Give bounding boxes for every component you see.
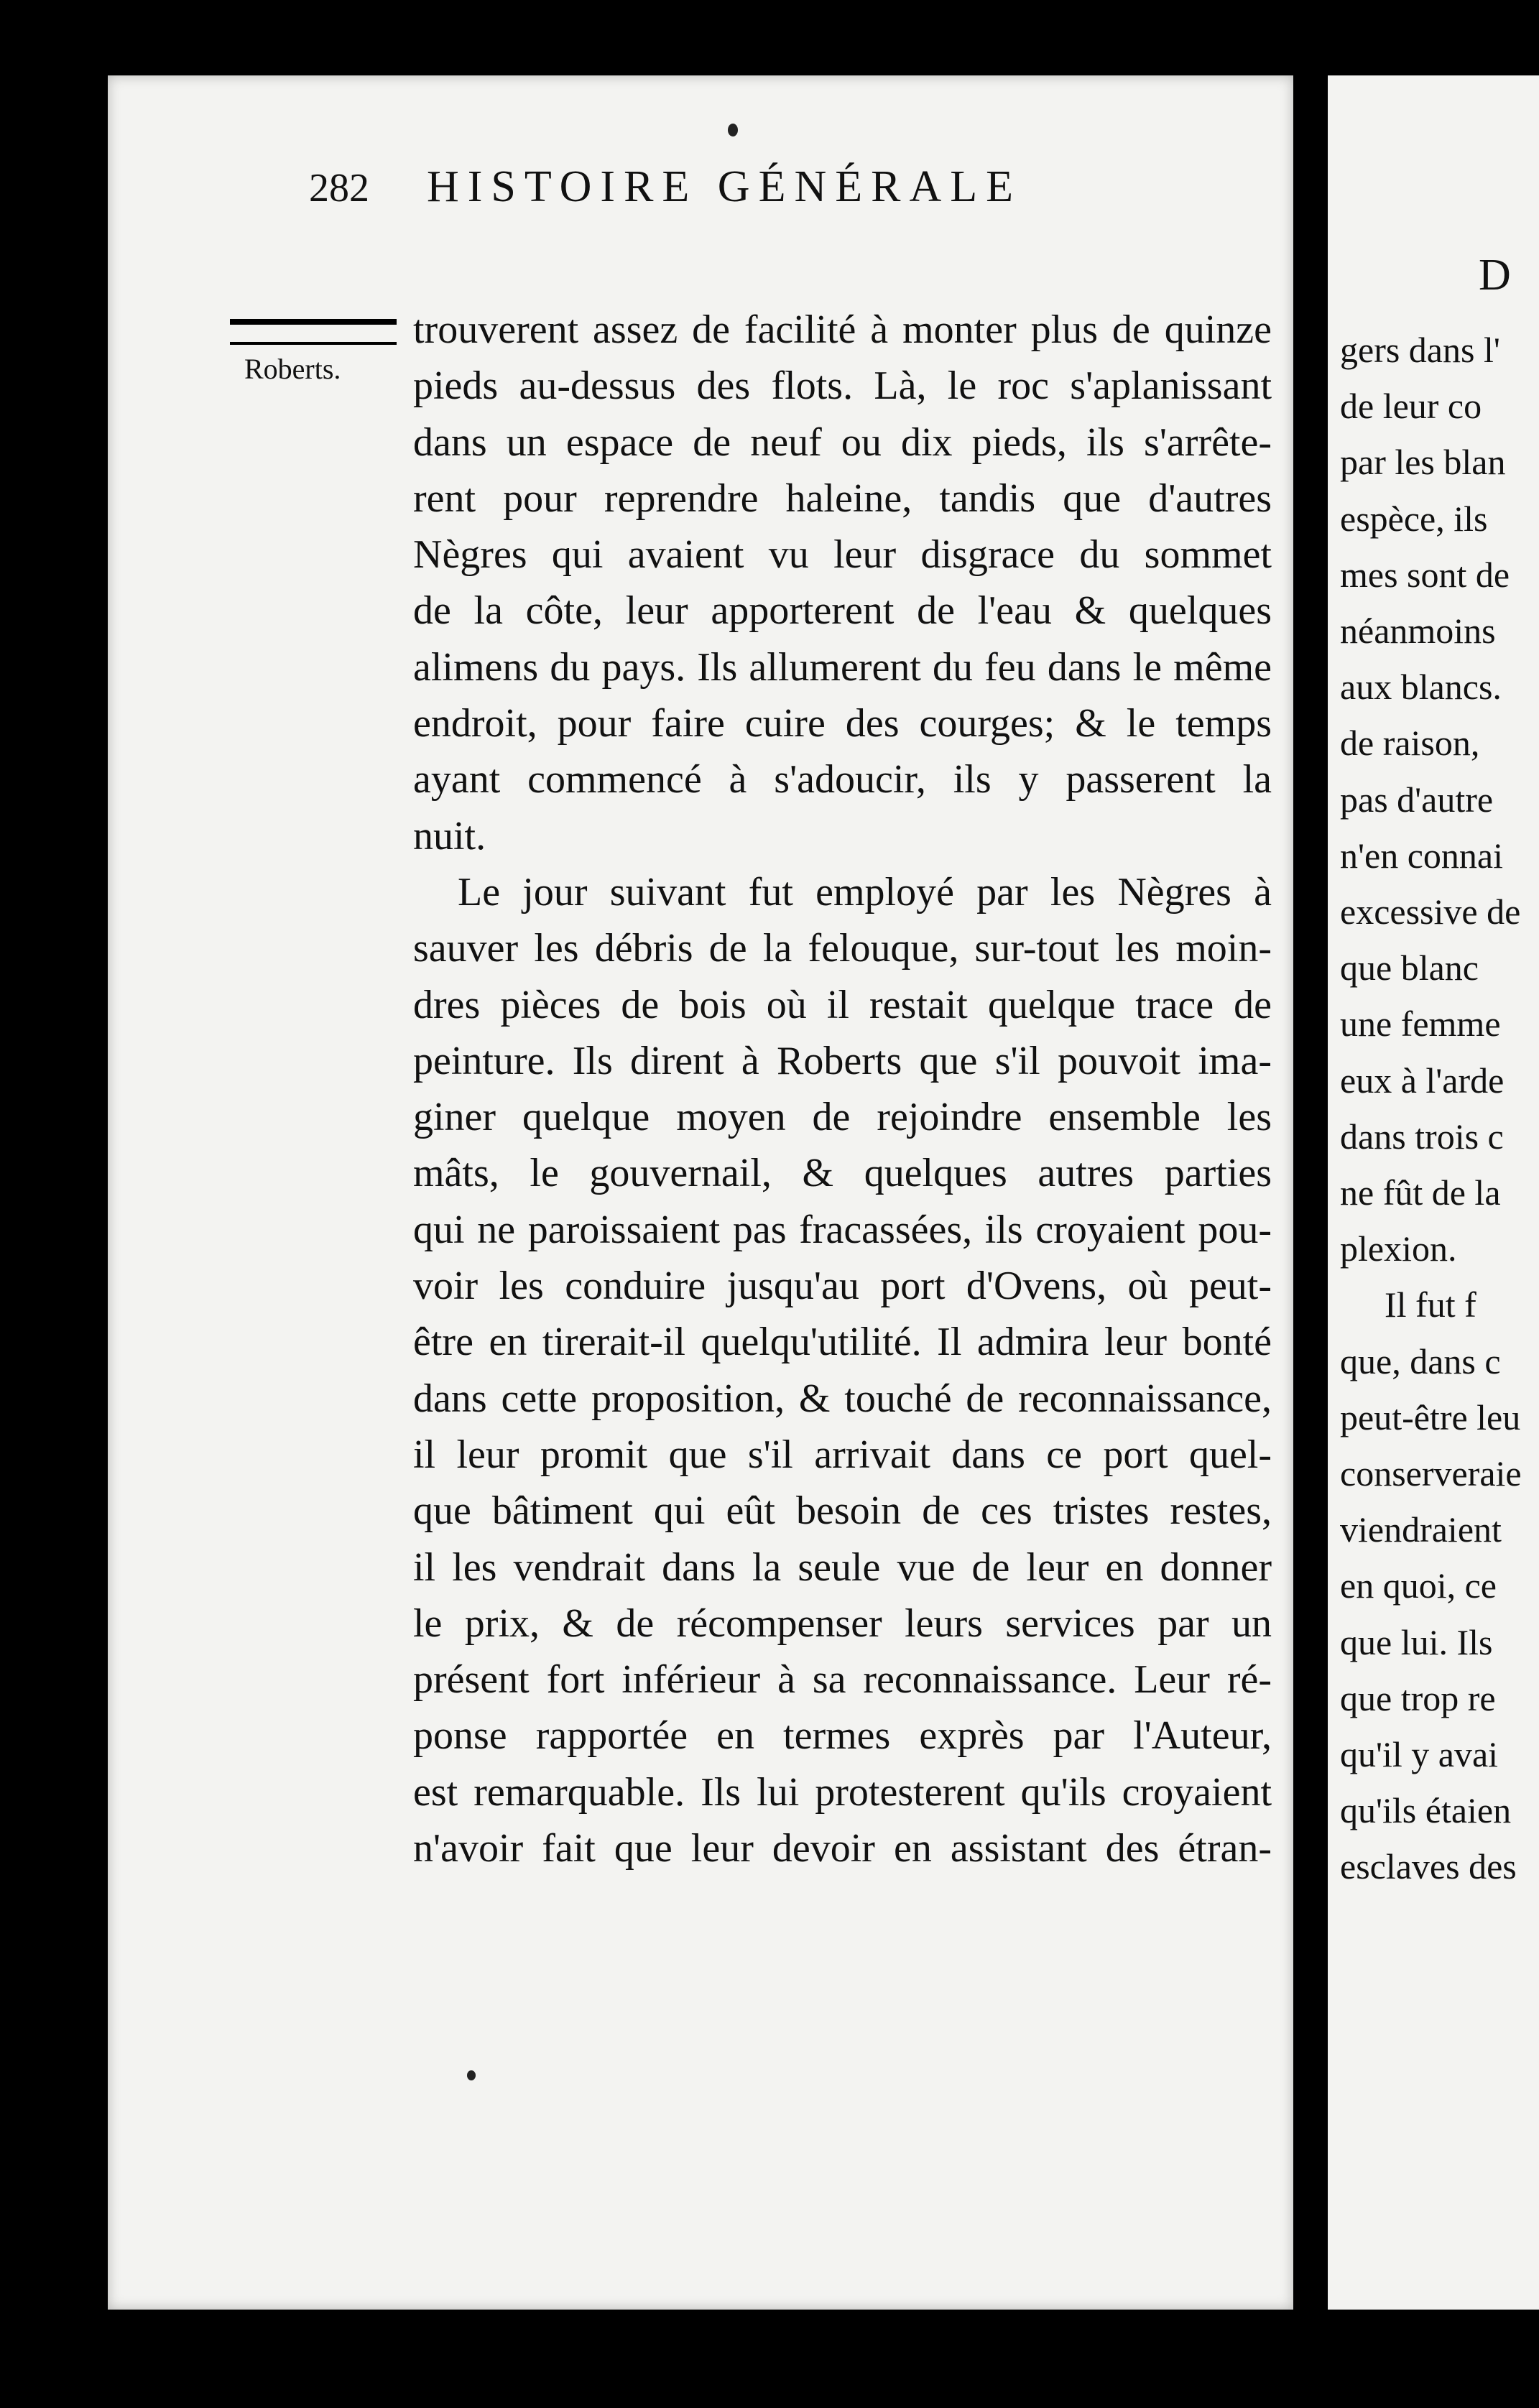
text-line: pas d'autre bbox=[1340, 779, 1494, 820]
text-line: plexion. bbox=[1340, 1228, 1457, 1269]
text-line: pieds au-dessus des flots. Là, le roc s'aplanissant bbox=[413, 363, 1272, 409]
text-line: une femme bbox=[1340, 1004, 1501, 1045]
margin-note: Roberts. bbox=[244, 353, 341, 385]
text-line: peinture. Ils dirent à Roberts que s'il pouvoit ima- bbox=[413, 1038, 1272, 1083]
text-line: sauver les débris de la felouque, sur-tout les moin- bbox=[413, 926, 1272, 971]
text-line: giner quelque moyen de rejoindre ensemble les bbox=[413, 1095, 1272, 1140]
right-running-title: D bbox=[1479, 251, 1511, 300]
text-line: ponse rapportée en termes exprès par l'Auteur, bbox=[413, 1713, 1272, 1759]
text-line: en quoi, ce bbox=[1340, 1565, 1497, 1606]
text-line: rent pour reprendre haleine, tandis que d'autres bbox=[413, 476, 1272, 521]
ink-speck bbox=[467, 2070, 476, 2080]
text-line: dans cette proposition, & touché de reconnaissance, bbox=[413, 1376, 1272, 1421]
ink-speck bbox=[728, 124, 738, 136]
text-line: eux à l'arde bbox=[1340, 1060, 1505, 1101]
text-line: de la côte, leur apporterent de l'eau & quelques bbox=[413, 588, 1272, 634]
text-line: n'avoir fait que leur devoir en assistant des étran- bbox=[413, 1826, 1272, 1871]
text-line: mes sont de bbox=[1340, 554, 1510, 595]
text-line: de raison, bbox=[1340, 723, 1480, 764]
text-line: peut-être leu bbox=[1340, 1397, 1521, 1437]
margin-rule bbox=[230, 319, 397, 345]
body-text bbox=[413, 302, 1272, 1876]
text-line: dans un espace de neuf ou dix pieds, ils s'arrête- bbox=[413, 420, 1272, 465]
text-line: dans trois c bbox=[1340, 1116, 1504, 1157]
text-line: par les blan bbox=[1340, 442, 1506, 483]
text-line: que trop re bbox=[1340, 1677, 1496, 1718]
text-line: voir les conduire jusqu'au port d'Ovens, où peut- bbox=[413, 1264, 1272, 1309]
text-line: qu'ils étaien bbox=[1340, 1790, 1512, 1831]
text-line: nuit. bbox=[413, 813, 486, 858]
page-number: 282 bbox=[309, 166, 369, 210]
text-line: que lui. Ils bbox=[1340, 1621, 1493, 1662]
running-title: HISTOIRE GÉNÉRALE bbox=[427, 162, 1022, 211]
text-line: que, dans c bbox=[1340, 1340, 1501, 1381]
text-line: qui ne paroissaient pas fracassées, ils croyaient pou- bbox=[413, 1207, 1272, 1252]
text-line: de leur co bbox=[1340, 386, 1482, 427]
text-line: viendraient bbox=[1340, 1509, 1502, 1550]
text-line: esclaves des bbox=[1340, 1846, 1517, 1887]
text-line: qu'il y avai bbox=[1340, 1734, 1499, 1775]
text-line: mâts, le gouvernail, & quelques autres parties bbox=[413, 1151, 1272, 1196]
text-line: que bâtiment qui eût besoin de ces tristes restes, bbox=[413, 1488, 1272, 1534]
text-line: Il fut f bbox=[1385, 1284, 1476, 1325]
text-line: que blanc bbox=[1340, 948, 1479, 988]
page-header bbox=[309, 162, 1214, 241]
text-line: présent fort inférieur à sa reconnaissance. Leur ré- bbox=[413, 1657, 1272, 1703]
text-line: aux blancs. bbox=[1340, 667, 1502, 708]
text-line: Le jour suivant fut employé par les Nègres à bbox=[458, 869, 1272, 914]
text-line: trouverent assez de facilité à monter plus de quinze bbox=[413, 307, 1272, 352]
text-line: il les vendrait dans la seule vue de leur en donner bbox=[413, 1545, 1272, 1590]
text-line: dres pièces de bois où il restait quelque trace de bbox=[413, 982, 1272, 1027]
text-line: espèce, ils bbox=[1340, 498, 1488, 539]
text-line: néanmoins bbox=[1340, 611, 1496, 652]
text-line: ayant commencé à s'adoucir, ils y passerent la bbox=[413, 757, 1272, 802]
text-line: il leur promit que s'il arrivait dans ce port quel- bbox=[413, 1432, 1272, 1477]
text-line: le prix, & de récompenser leurs services par un bbox=[413, 1601, 1272, 1646]
text-line: Nègres qui avaient vu leur disgrace du sommet bbox=[413, 532, 1272, 578]
text-line: est remarquable. Ils lui protesterent qu'ils croyaient bbox=[413, 1769, 1272, 1815]
text-line: excessive de bbox=[1340, 892, 1521, 932]
text-line: conserveraie bbox=[1340, 1453, 1522, 1494]
text-line: gers dans l' bbox=[1340, 330, 1500, 370]
text-line: alimens du pays. Ils allumerent du feu dans le même bbox=[413, 644, 1272, 690]
text-line: endroit, pour faire cuire des courges; & le temps bbox=[413, 701, 1272, 746]
text-line: n'en connai bbox=[1340, 835, 1503, 876]
right-body-text bbox=[1340, 322, 1539, 1895]
text-line: ne fût de la bbox=[1340, 1172, 1501, 1213]
text-line: être en tirerait-il quelqu'utilité. Il admira leur bonté bbox=[413, 1320, 1272, 1365]
